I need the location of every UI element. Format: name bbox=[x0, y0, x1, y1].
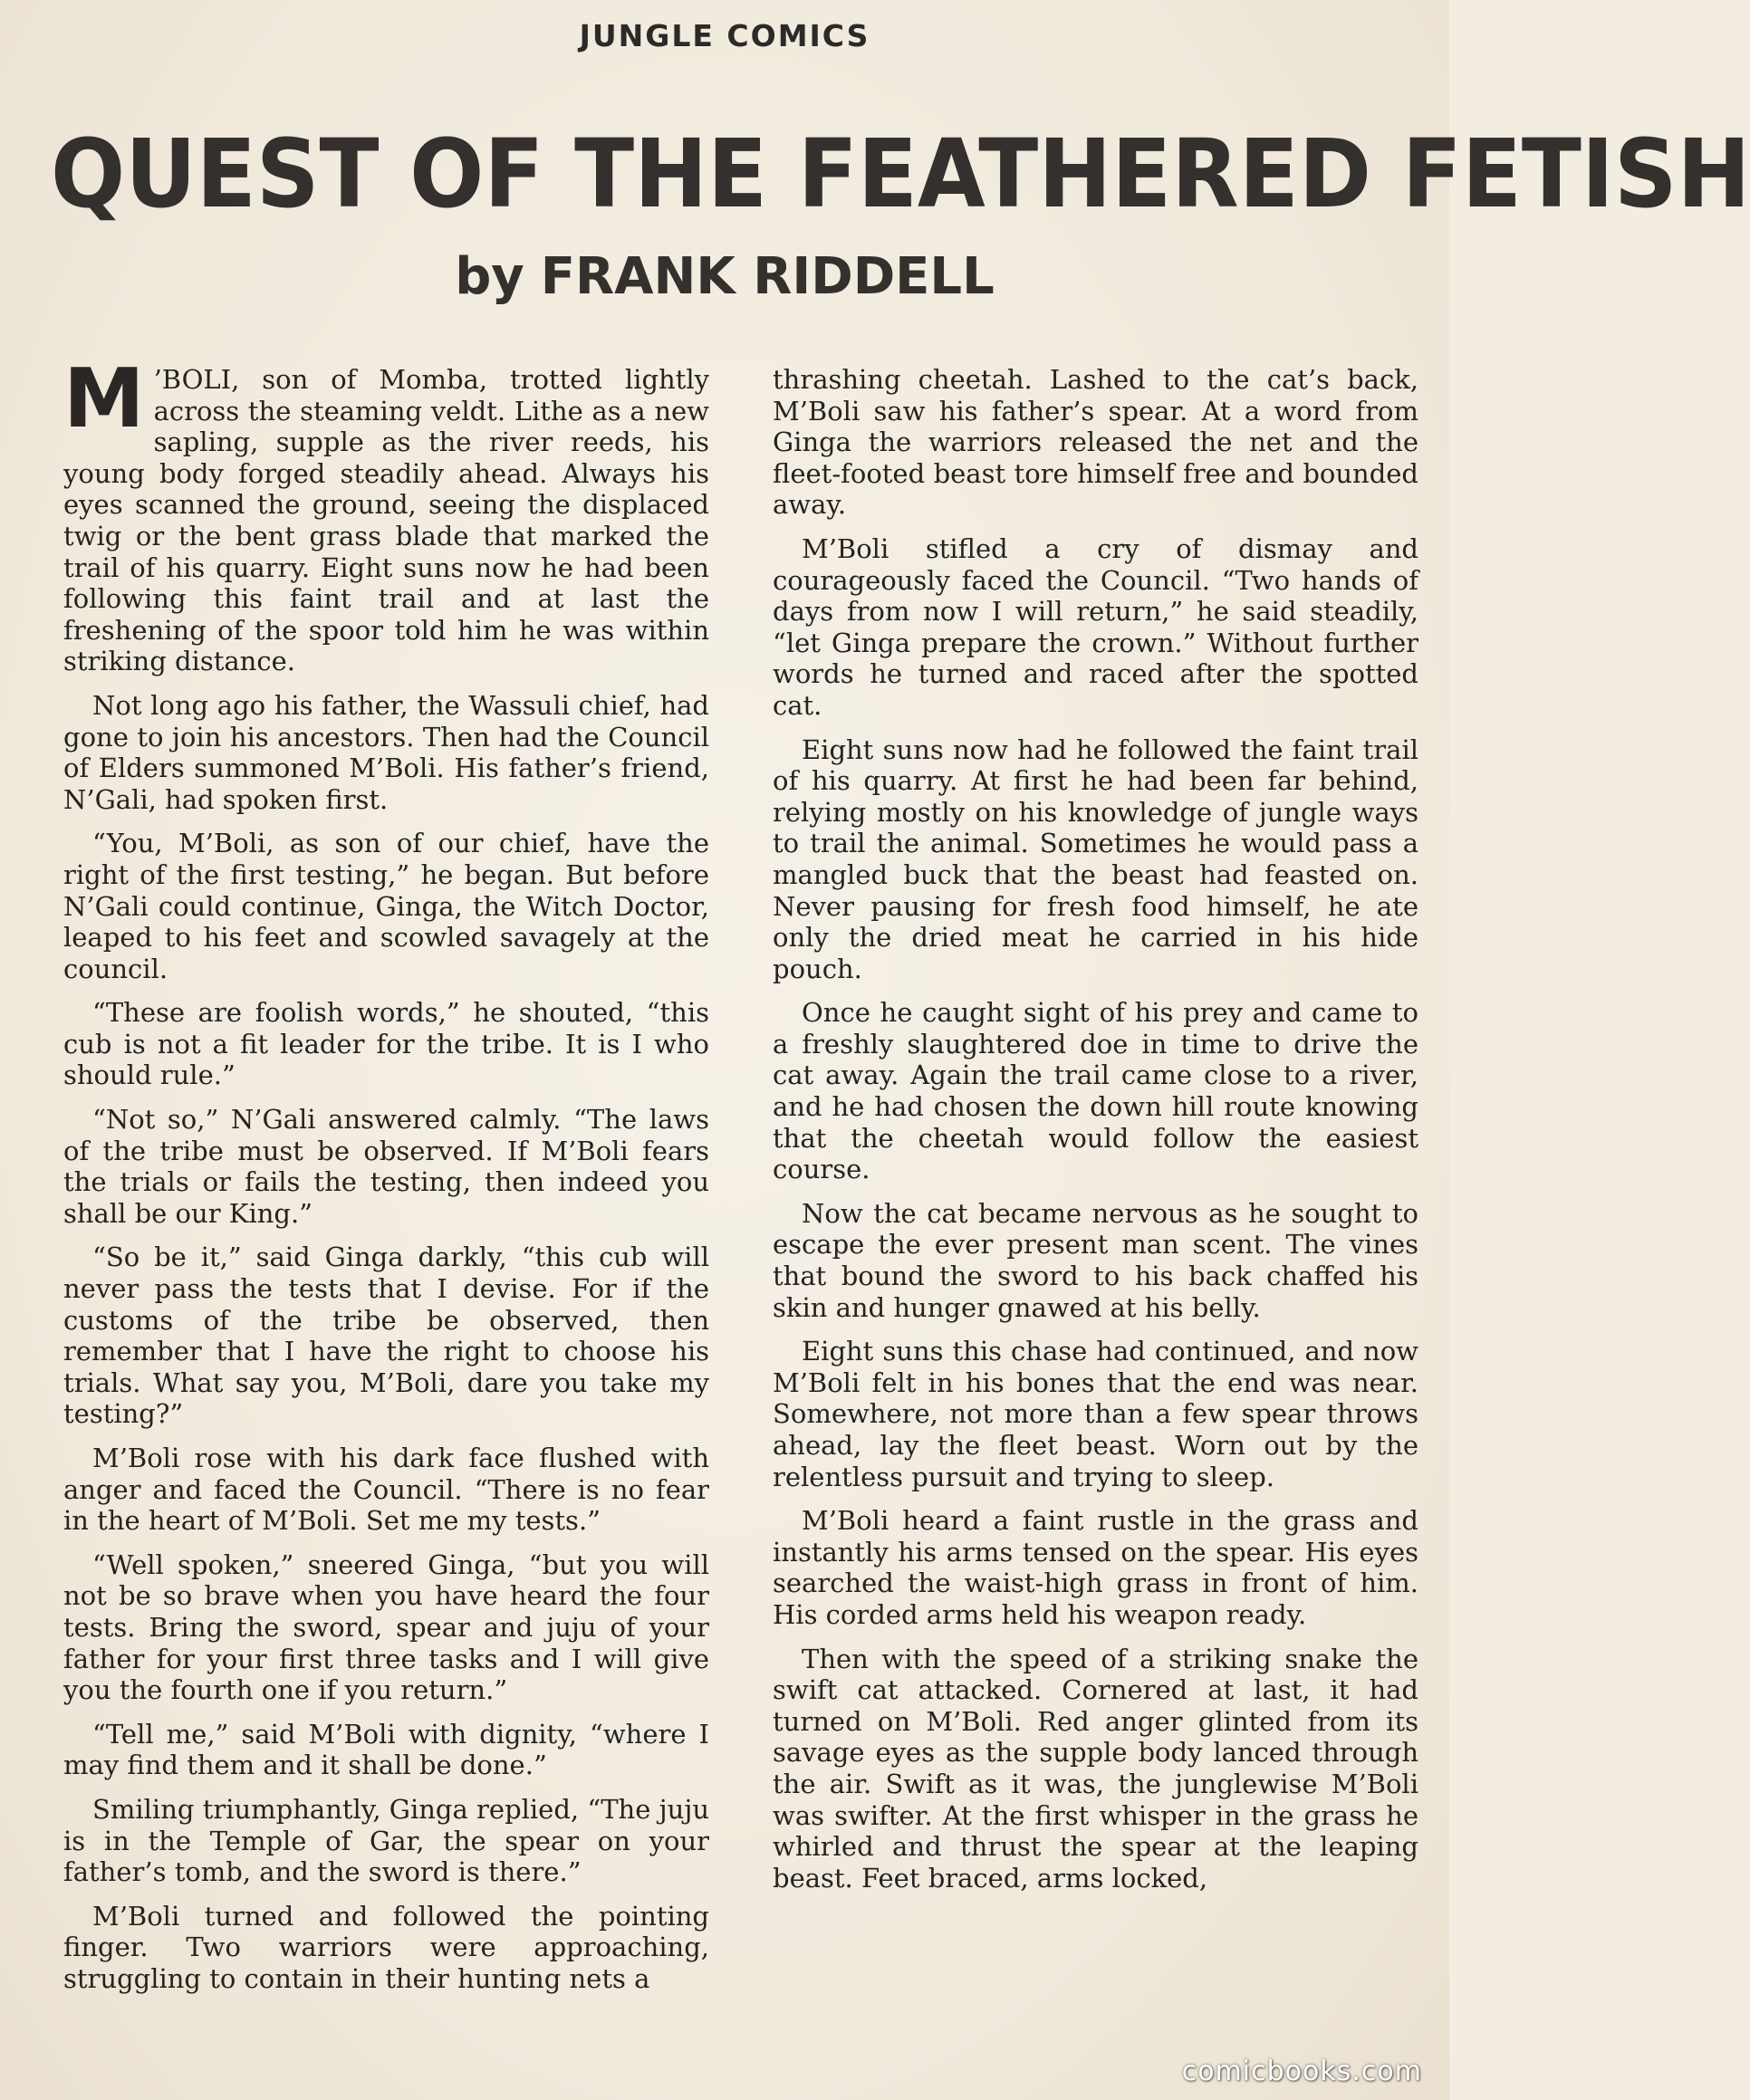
paragraph: “So be it,” said Ginga darkly, “this cub will never pass the tests that I devise. For if the customs of the tribe be observed, then remember that I have the right to choose his trials. What say you, M’Boli, dare you take my testing?” bbox=[63, 1242, 709, 1430]
author-name: FRANK RIDDELL bbox=[540, 247, 995, 306]
paragraph: M’Boli turned and followed the pointing finger. Two warriors were approaching, struggling to contain in their hunting nets a bbox=[63, 1900, 709, 1994]
running-head: JUNGLE COMICS bbox=[579, 18, 870, 53]
paragraph: “Tell me,” said M’Boli with dignity, “where I may find them and it shall be done.” bbox=[63, 1718, 709, 1781]
paragraph: Eight suns this chase had continued, and now M’Boli felt in his bones that the end was near. Somewhere, not more than a few spear throws ahead, lay the fleet beast. Worn out by the relentless pursuit and trying to sleep. bbox=[773, 1336, 1418, 1492]
paragraph: “You, M’Boli, as son of our chief, have the right of the first testing,” he began. But before N’Gali could continue, Ginga, the Witch Doctor, leaped to his feet and scowled savagely at the council. bbox=[63, 828, 709, 984]
paragraph: Eight suns now had he followed the faint trail of his quarry. At first he had been far behind, relying mostly on his knowledge of jungle ways to trail the animal. Sometimes he would pass a mangled buck that the beast had feasted on. Never pausing for fresh food himself, he ate only the dried meat he carried in his hide pouch. bbox=[773, 734, 1418, 984]
paragraph: “These are foolish words,” he shouted, “this cub is not a fit leader for the tribe. It is I who should rule.” bbox=[63, 997, 709, 1091]
paragraph: Now the cat became nervous as he sought to escape the ever present man scent. The vines that bound the sword to his back chaffed his skin and hunger gnawed at his belly. bbox=[773, 1197, 1418, 1323]
paragraph: M’Boli heard a faint rustle in the grass and instantly his arms tensed on the spear. His eyes searched the waist-high grass in front of him. His corded arms held his weapon ready. bbox=[773, 1505, 1418, 1630]
left-column bbox=[63, 351, 709, 2008]
story-title: QUEST OF THE FEATHERED FETISH bbox=[51, 119, 1750, 229]
paragraph: Smiling triumphantly, Ginga replied, “The juju is in the Temple of Gar, the spear on your father’s tomb, and the sword is there.” bbox=[63, 1793, 709, 1888]
paragraph: “Not so,” N’Gali answered calmly. “The laws of the tribe must be observed. If M’Boli fears the trials or fails the testing, then indeed you shall be our King.” bbox=[63, 1104, 709, 1229]
drop-cap: M bbox=[63, 351, 145, 446]
paragraph: M’Boli rose with his dark face flushed with anger and faced the Council. “There is no fear in the heart of M’Boli. Set me my tests.” bbox=[63, 1443, 709, 1537]
paragraph: thrashing cheetah. Lashed to the cat’s back, M’Boli saw his father’s spear. At a word from Ginga the warriors released the net and the fleet-footed beast tore himself free and bounded away. bbox=[773, 364, 1418, 521]
paragraph: M ’BOLI, son of Momba, trotted lightly across the steaming veldt. Lithe as a new sapling, supple as the river reeds, his young body forged steadily ahead. Always his eyes scanned the ground, seeing the displaced twig or the bent grass blade that marked the trail of his quarry. Eight suns now he had been following this faint trail and at last the freshening of the spoor told him he was within striking distance. bbox=[63, 351, 709, 677]
site-watermark: comicbooks.com bbox=[1181, 2056, 1422, 2087]
byline-prefix: by bbox=[455, 247, 524, 306]
byline bbox=[0, 247, 1449, 306]
paragraph: Once he caught sight of his prey and came to a freshly slaughtered doe in time to drive the cat away. Again the trail came close to a river, and he had chosen the down hill route knowing that the cheetah would follow the easiest course. bbox=[773, 997, 1418, 1185]
paragraph: “Well spoken,” sneered Ginga, “but you will not be so brave when you have heard the four tests. Bring the sword, spear and juju of your father for your first three tasks and I will give you the fourth one if you return.” bbox=[63, 1549, 709, 1706]
paragraph: Not long ago his father, the Wassuli chief, had gone to join his ancestors. Then had the Council of Elders summoned M’Boli. His father’s friend, N’Gali, had spoken first. bbox=[63, 689, 709, 815]
right-column bbox=[773, 364, 1418, 1906]
paragraph: M’Boli stifled a cry of dismay and courageously faced the Council. “Two hands of days from now I will return,” he said steadily, “let Ginga prepare the crown.” Without further words he turned and raced after the spotted cat. bbox=[773, 532, 1418, 721]
paragraph: Then with the speed of a striking snake the swift cat attacked. Cornered at last, it had turned on M’Boli. Red anger glinted from its savage eyes as the supple body lanced through the air. Swift as it was, the junglewise M’Boli was swifter. At the first whisper in the grass he whirled and thrust the spear at the leaping beast. Feet braced, arms locked, bbox=[773, 1643, 1418, 1894]
